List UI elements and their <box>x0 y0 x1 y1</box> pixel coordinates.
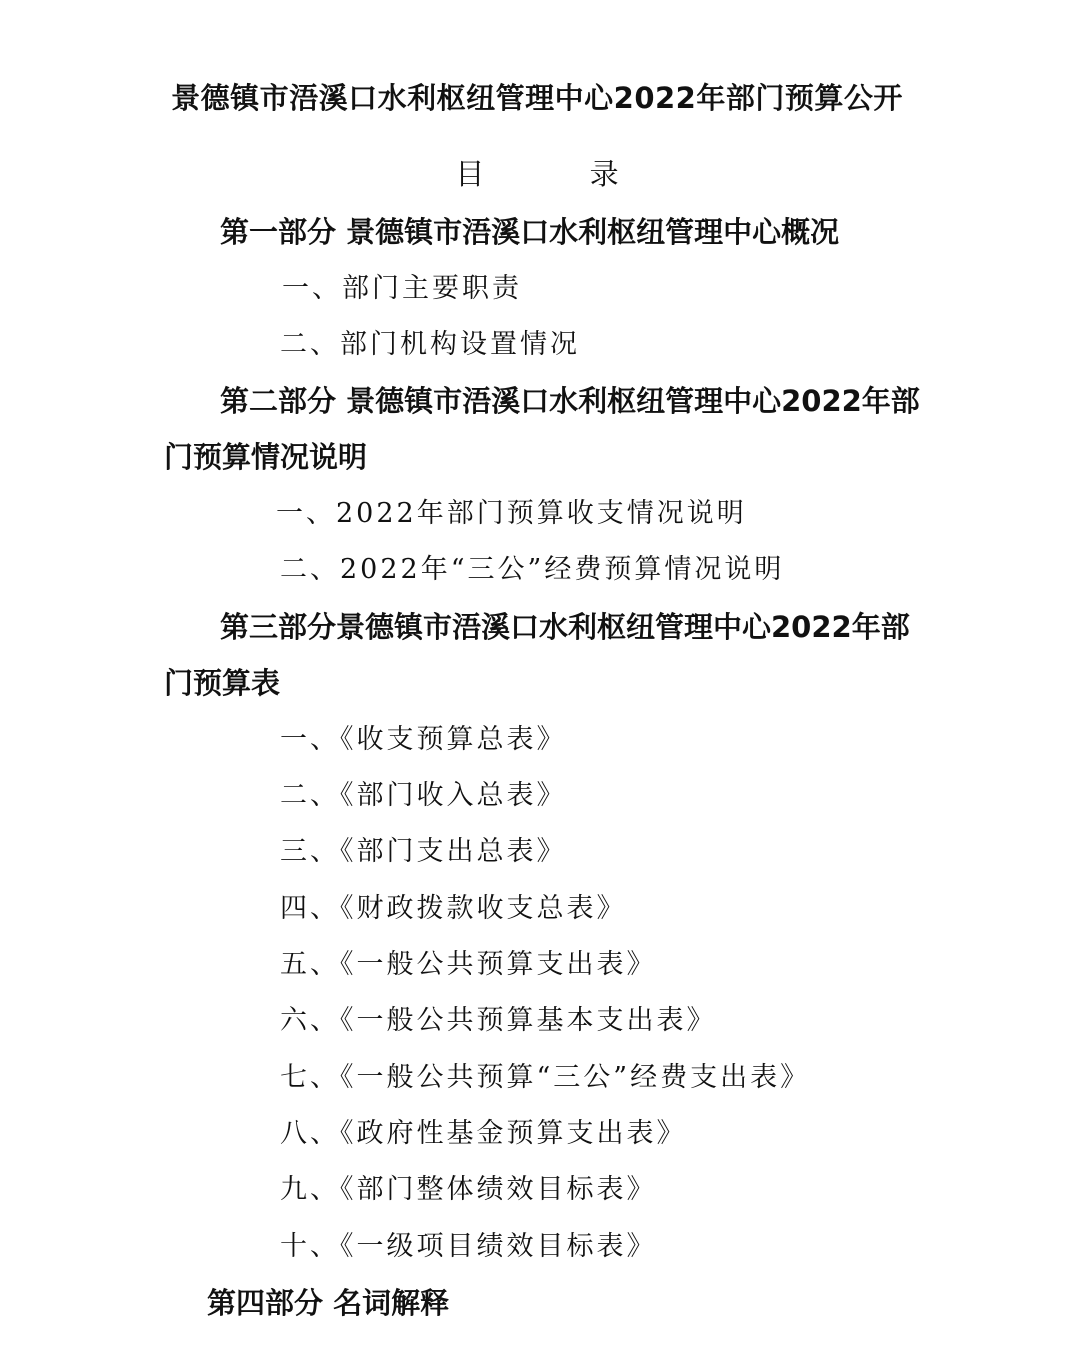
part2-heading-line2: 门预算情况说明 <box>164 440 368 474</box>
toc-item: 九、《部门整体绩效目标表》 <box>280 1174 657 1205</box>
part2-heading-line1: 第二部分 景德镇市浯溪口水利枢纽管理中心2022年部 <box>220 384 920 418</box>
toc-item: 六、《一般公共预算基本支出表》 <box>280 1005 717 1036</box>
toc-item: 一、《收支预算总表》 <box>280 724 567 755</box>
part3-heading-line2: 门预算表 <box>164 666 281 700</box>
toc-item: 一、2022年部门预算收支情况说明 <box>276 498 747 529</box>
toc-item: 八、《政府性基金预算支出表》 <box>280 1118 687 1149</box>
toc-item: 一、部门主要职责 <box>282 273 522 304</box>
toc-item: 二、《部门收入总表》 <box>280 780 567 811</box>
page-title: 景德镇市浯溪口水利枢纽管理中心2022年部门预算公开 <box>171 81 903 115</box>
toc-item: 二、2022年“三公”经费预算情况说明 <box>280 554 785 585</box>
toc-item: 四、《财政拨款收支总表》 <box>280 893 627 924</box>
toc-item: 五、《一般公共预算支出表》 <box>280 949 657 980</box>
part1-heading: 第一部分 景德镇市浯溪口水利枢纽管理中心概况 <box>220 215 840 249</box>
toc-item: 二、部门机构设置情况 <box>280 329 580 360</box>
part3-heading-line1: 第三部分景德镇市浯溪口水利枢纽管理中心2022年部 <box>220 610 910 644</box>
toc-heading: 目 录 <box>455 157 667 191</box>
part4-heading: 第四部分 名词解释 <box>207 1286 450 1320</box>
toc-item: 七、《一般公共预算“三公”经费支出表》 <box>280 1062 811 1093</box>
toc-item: 十、《一级项目绩效目标表》 <box>280 1231 657 1262</box>
toc-item: 三、《部门支出总表》 <box>280 836 567 867</box>
